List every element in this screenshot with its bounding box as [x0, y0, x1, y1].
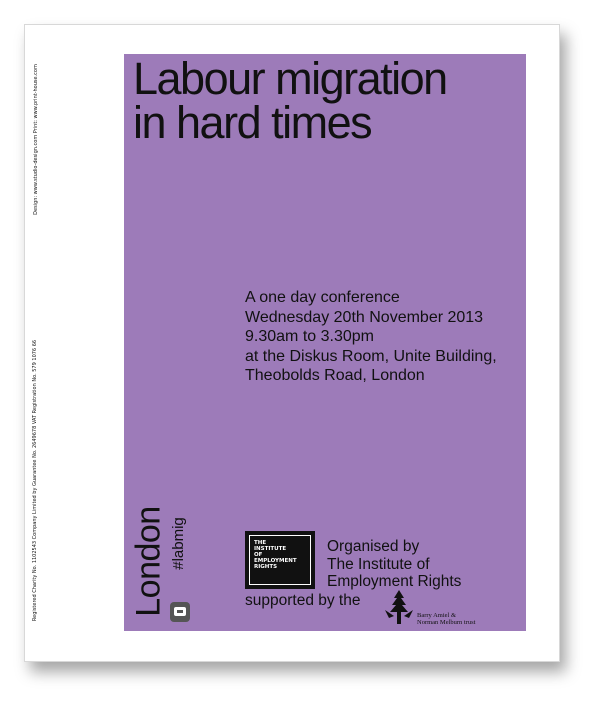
detail-line: 9.30am to 3.30pm [245, 328, 374, 345]
event-details [245, 288, 497, 386]
design-credit: Design: www.studio-design.com Print: www.print-house.com [32, 63, 39, 215]
registration-credit: Registered Charity No. 1102543 Company Limited by Guarantee No. 2649678 VAT Registration No. 579 1076 66 [32, 339, 39, 621]
poster-panel [124, 54, 526, 631]
tree-logo-icon [382, 588, 416, 626]
organiser-text: Organised by The Institute of Employment Rights [327, 538, 462, 590]
detail-line: at the Diskus Room, Unite Building, [245, 347, 497, 365]
detail-line: Theobolds Road, London [245, 367, 425, 384]
poster-title [133, 53, 447, 148]
title-line-2: in hard times [133, 97, 372, 148]
hashtag-label: #labmig [169, 516, 187, 570]
city-label: London [129, 506, 168, 617]
ier-logo: THE INSTITUTE OF EMPLOYMENT RIGHTS [245, 531, 315, 589]
location-block [130, 494, 194, 629]
supported-by-text: supported by the [245, 592, 361, 609]
trust-name: Barry Amiel & Norman Melburn trust [417, 612, 476, 626]
detail-line: Wednesday 20th November 2013 [245, 308, 484, 326]
title-line-1: Labour migration [133, 53, 447, 104]
social-badge-icon [170, 602, 190, 622]
detail-line: A one day conference [245, 289, 400, 306]
